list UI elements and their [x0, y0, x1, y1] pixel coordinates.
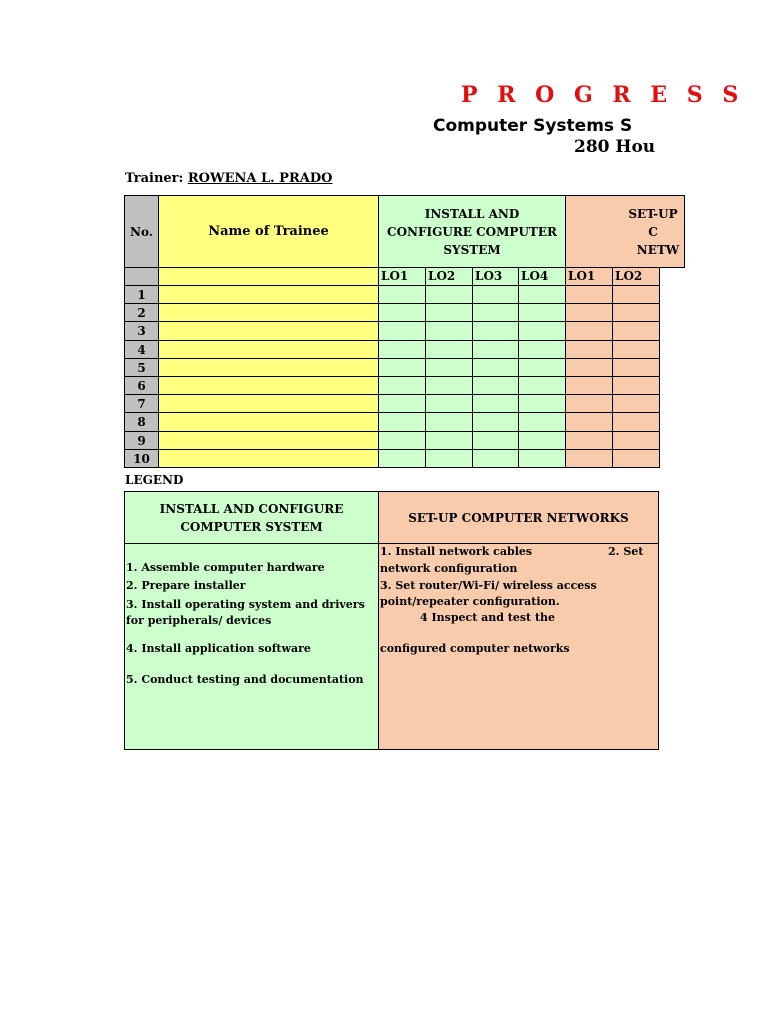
lo-cell	[472, 449, 520, 468]
lo-cell	[612, 412, 660, 432]
trainee-name-cell	[158, 412, 379, 432]
row-number: 3	[124, 321, 159, 341]
lo-cell	[378, 394, 426, 413]
row-number: 9	[124, 431, 159, 450]
lo-cell	[425, 394, 473, 413]
lo-cell	[472, 394, 520, 413]
lo-cell	[425, 340, 473, 359]
page-title: P R O G R E S S	[461, 82, 745, 108]
legend-label: LEGEND	[125, 473, 184, 487]
trainee-name-cell	[158, 303, 379, 322]
legend-left-item: 2. Prepare installer	[126, 579, 246, 592]
lo-cell	[518, 449, 566, 468]
lo-cell	[565, 285, 613, 304]
lo-cell	[425, 431, 473, 450]
lo-cell	[518, 321, 566, 341]
lo-cell	[518, 340, 566, 359]
legend-left-body	[124, 543, 379, 750]
trainer-name: ROWENA L. PRADO	[187, 171, 333, 186]
lo-cell	[472, 376, 520, 395]
trainee-name-cell	[158, 431, 379, 450]
lo-header: LO3	[472, 267, 520, 286]
row-number: 8	[124, 412, 159, 432]
lo-header: LO2	[425, 267, 473, 286]
lo-cell	[425, 303, 473, 322]
lo-cell	[472, 285, 520, 304]
lo-cell	[378, 376, 426, 395]
lo-header: LO4	[518, 267, 566, 286]
lo-cell	[612, 376, 660, 395]
lo-cell	[378, 303, 426, 322]
group2-header-line1: SET-UP C	[628, 206, 678, 239]
lo-cell	[472, 358, 520, 377]
legend-left-item: 3. Install operating system and drivers	[126, 598, 365, 611]
row-number: 7	[124, 394, 159, 413]
lo-cell	[425, 376, 473, 395]
lo-row-name-cell	[158, 267, 379, 286]
lo-row-no-cell	[124, 267, 159, 286]
legend-right-header: SET-UP COMPUTER NETWORKS	[378, 491, 659, 544]
legend-right-item: point/repeater configuration.	[380, 595, 560, 608]
lo-cell	[472, 340, 520, 359]
lo-cell	[612, 449, 660, 468]
legend-right-item: configured computer networks	[380, 642, 570, 655]
lo-cell	[518, 412, 566, 432]
group2-header	[565, 195, 685, 268]
lo-cell	[472, 321, 520, 341]
lo-cell	[378, 321, 426, 341]
row-number: 1	[124, 285, 159, 304]
name-header: Name of Trainee	[158, 195, 379, 268]
legend-left-header: INSTALL AND CONFIGURE COMPUTER SYSTEM	[124, 491, 379, 544]
lo-cell	[472, 303, 520, 322]
trainee-name-cell	[158, 321, 379, 341]
hours-label: 280 Hou	[574, 137, 656, 157]
legend-right-item: network configuration	[380, 562, 518, 575]
lo-cell	[565, 358, 613, 377]
lo-cell	[565, 449, 613, 468]
row-number: 10	[124, 449, 159, 468]
trainee-name-cell	[158, 285, 379, 304]
lo-cell	[612, 431, 660, 450]
group2-header-line2: NETW	[636, 242, 680, 257]
lo-cell	[518, 285, 566, 304]
lo-cell	[378, 431, 426, 450]
lo-cell	[378, 449, 426, 468]
lo-cell	[472, 412, 520, 432]
lo-cell	[612, 340, 660, 359]
group1-header: INSTALL AND CONFIGURE COMPUTER SYSTEM	[378, 195, 566, 268]
trainer-label: Trainer:	[125, 171, 184, 186]
lo-cell	[378, 340, 426, 359]
legend-left-item: 1. Assemble computer hardware	[126, 561, 325, 574]
row-number: 5	[124, 358, 159, 377]
lo-cell	[612, 321, 660, 341]
no-header: No.	[124, 195, 159, 268]
trainee-name-cell	[158, 358, 379, 377]
lo-cell	[518, 376, 566, 395]
trainee-name-cell	[158, 394, 379, 413]
lo-cell	[425, 285, 473, 304]
lo-cell	[378, 412, 426, 432]
row-number: 2	[124, 303, 159, 322]
lo-cell	[378, 285, 426, 304]
legend-right-item: 2. Set	[608, 545, 644, 558]
legend-left-item: for peripherals/ devices	[126, 614, 272, 627]
lo-cell	[612, 394, 660, 413]
lo-cell	[612, 285, 660, 304]
lo-cell	[565, 431, 613, 450]
legend-right-item: 3. Set router/Wi-Fi/ wireless access	[380, 579, 597, 592]
lo-cell	[518, 358, 566, 377]
trainee-name-cell	[158, 340, 379, 359]
lo-cell	[612, 303, 660, 322]
lo-cell	[565, 376, 613, 395]
lo-header: LO2	[612, 267, 660, 286]
legend-right-body	[378, 543, 659, 750]
lo-cell	[378, 358, 426, 377]
row-number: 4	[124, 340, 159, 359]
lo-cell	[472, 431, 520, 450]
trainee-name-cell	[158, 449, 379, 468]
lo-cell	[565, 412, 613, 432]
trainee-name-cell	[158, 376, 379, 395]
lo-cell	[518, 394, 566, 413]
legend-right-item: 1. Install network cables	[380, 545, 533, 558]
lo-cell	[425, 412, 473, 432]
lo-cell	[612, 358, 660, 377]
lo-cell	[565, 394, 613, 413]
lo-header: LO1	[565, 267, 613, 286]
lo-cell	[565, 340, 613, 359]
lo-cell	[565, 321, 613, 341]
lo-cell	[425, 358, 473, 377]
legend-left-item: 5. Conduct testing and documentation	[126, 673, 364, 686]
lo-cell	[425, 449, 473, 468]
lo-cell	[518, 431, 566, 450]
lo-cell	[565, 303, 613, 322]
row-number: 6	[124, 376, 159, 395]
legend-right-item: 4 Inspect and test the	[420, 611, 556, 624]
page-subtitle: Computer Systems S	[433, 116, 633, 136]
lo-header: LO1	[378, 267, 426, 286]
lo-cell	[518, 303, 566, 322]
legend-left-item: 4. Install application software	[126, 642, 311, 655]
lo-cell	[425, 321, 473, 341]
